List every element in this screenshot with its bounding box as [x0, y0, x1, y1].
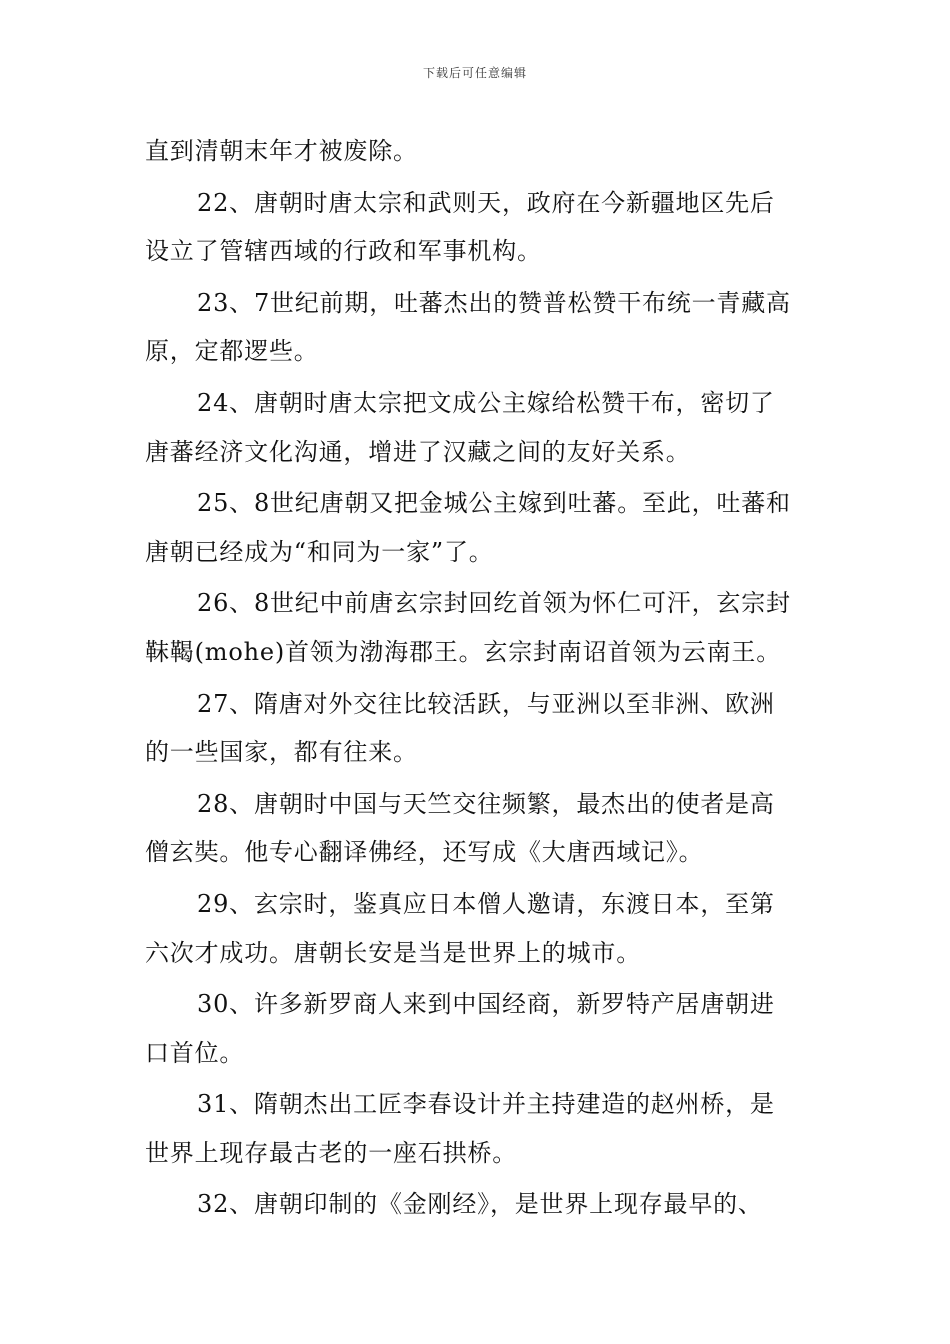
- paragraph-line: 的一些国家，都有往来。: [145, 738, 418, 767]
- paragraph: [145, 980, 810, 1077]
- paragraph-line: 唐蕃经济文化沟通，增进了汉藏之间的友好关系。: [145, 437, 691, 466]
- paragraph-line: 靺鞨(mohe)首领为渤海郡王。玄宗封南诏首领为云南王。: [145, 637, 781, 666]
- paragraph-line: 28、唐朝时中国与天竺交往频繁，最杰出的使者是高: [197, 789, 775, 818]
- paragraph-line: 29、玄宗时，鉴真应日本僧人邀请，东渡日本，至第: [197, 889, 775, 918]
- paragraph-line: 唐朝已经成为“和同为一家”了。: [145, 537, 494, 566]
- paragraph-line: 32、唐朝印制的《金刚经》，是世界上现存最早的、: [197, 1190, 763, 1219]
- paragraph: [145, 127, 810, 176]
- paragraph: [145, 1080, 810, 1177]
- paragraph-line: 口首位。: [145, 1038, 245, 1067]
- paragraph-line: 25、8世纪唐朝又把金城公主嫁到吐蕃。至此，吐蕃和: [197, 489, 791, 518]
- paragraph: [145, 379, 810, 476]
- paragraph: [145, 880, 810, 977]
- document-body: [145, 127, 810, 1232]
- paragraph-line: 六次才成功。唐朝长安是当是世界上的城市。: [145, 938, 641, 967]
- paragraph: [145, 780, 810, 877]
- paragraph-line: 27、隋唐对外交往比较活跃，与亚洲以至非洲、欧洲: [197, 689, 775, 718]
- paragraph: [145, 579, 810, 676]
- paragraph-line: 24、唐朝时唐太宗把文成公主嫁给松赞干布，密切了: [197, 388, 775, 417]
- paragraph: [145, 179, 810, 276]
- paragraph-line: 设立了管辖西域的行政和军事机构。: [145, 237, 542, 266]
- paragraph: [145, 680, 810, 777]
- paragraph-line: 直到清朝末年才被废除。: [145, 137, 418, 165]
- paragraph-line: 22、唐朝时唐太宗和武则天，政府在今新疆地区先后: [197, 188, 775, 217]
- paragraph-line: 23、7世纪前期，吐蕃杰出的赞普松赞干布统一青藏高: [197, 288, 791, 317]
- paragraph-line: 30、许多新罗商人来到中国经商，新罗特产居唐朝进: [197, 990, 775, 1019]
- paragraph-line: 僧玄奘。他专心翻译佛经，还写成《大唐西域记》。: [145, 838, 704, 867]
- paragraph-line: 31、隋朝杰出工匠李春设计并主持建造的赵州桥，是: [197, 1090, 775, 1119]
- page-header: 下载后可任意编辑: [422, 66, 527, 80]
- paragraph-line: 26、8世纪中前唐玄宗封回纥首领为怀仁可汗，玄宗封: [197, 589, 791, 618]
- paragraph: [145, 479, 810, 576]
- paragraph: [145, 279, 810, 376]
- paragraph-line: 世界上现存最古老的一座石拱桥。: [145, 1138, 517, 1167]
- paragraph-line: 原，定都逻些。: [145, 337, 319, 366]
- paragraph: [145, 1180, 810, 1229]
